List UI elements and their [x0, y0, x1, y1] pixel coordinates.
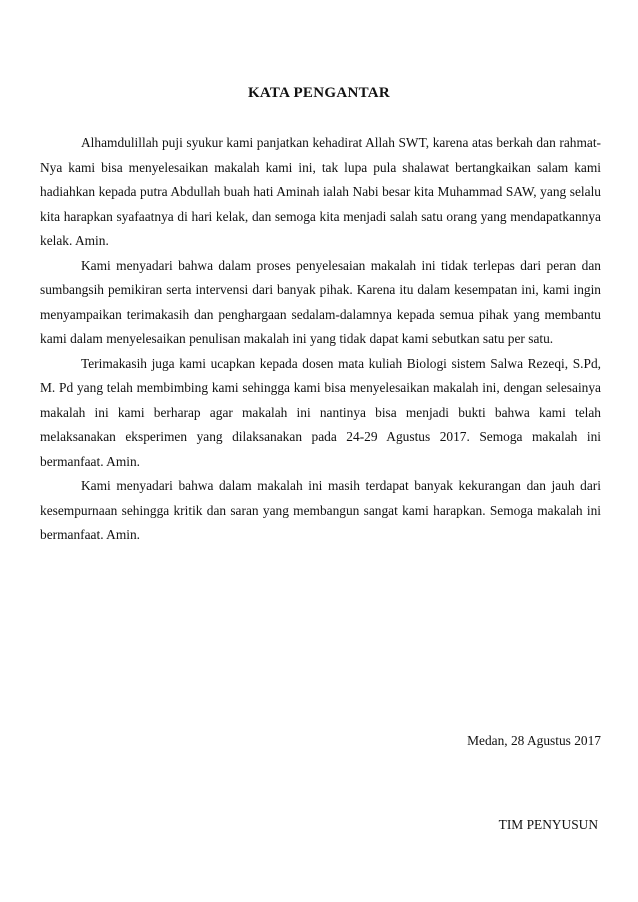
paragraph-4: Kami menyadari bahwa dalam makalah ini masih terdapat banyak kekurangan dan jauh dari kesempurnaan sehingga kritik dan saran yang membangun sangat kami harapkan. Semoga makalah ini bermanfaat. Amin.	[40, 478, 601, 542]
document-body	[40, 131, 601, 548]
page-title: KATA PENGANTAR	[247, 85, 391, 101]
signatory: TIM PENYUSUN	[498, 817, 598, 832]
place-date: Medan, 28 Agustus 2017	[467, 733, 601, 748]
paragraph-2: Kami menyadari bahwa dalam proses penyelesaian makalah ini tidak terlepas dari peran dan sumbangsih pemikiran serta intervensi dari banyak pihak. Karena itu dalam kesempatan ini, kami ingin menyampaikan terimakasih dan penghargaan sedalam-dalamnya kepada semua pihak yang membantu kami dalam menyelesaikan penulisan makalah ini yang tidak dapat kami sebutkan satu per satu.	[40, 257, 601, 346]
paragraph-1: Alhamdulillah puji syukur kami panjatkan kehadirat Allah SWT, karena atas berkah dan rahmat-Nya kami bisa menyelesaikan makalah kami ini, tak lupa pula shalawat bertangkaikan salam kami hadiahkan kepada putra Abdullah buah hati Aminah ialah Nabi besar kita Muhammad SAW, yang selalu kita harapkan syafaatnya di hari kelak, dan semoga kita menjadi salah satu orang yang mendapatkannya kelak. Amin.	[40, 135, 601, 248]
paragraph-3: Terimakasih juga kami ucapkan kepada dosen mata kuliah Biologi sistem Salwa Rezeqi, S.Pd, M. Pd yang telah membimbing kami sehingga kami bisa menyelesaikan makalah ini, dengan selesainya makalah ini kami berharap agar makalah ini nantinya bisa menjadi bukti bahwa kami telah melaksanakan eksperimen yang dilaksanakan pada 24-29 Agustus 2017. Semoga makalah ini bermanfaat. Amin.	[40, 355, 601, 469]
